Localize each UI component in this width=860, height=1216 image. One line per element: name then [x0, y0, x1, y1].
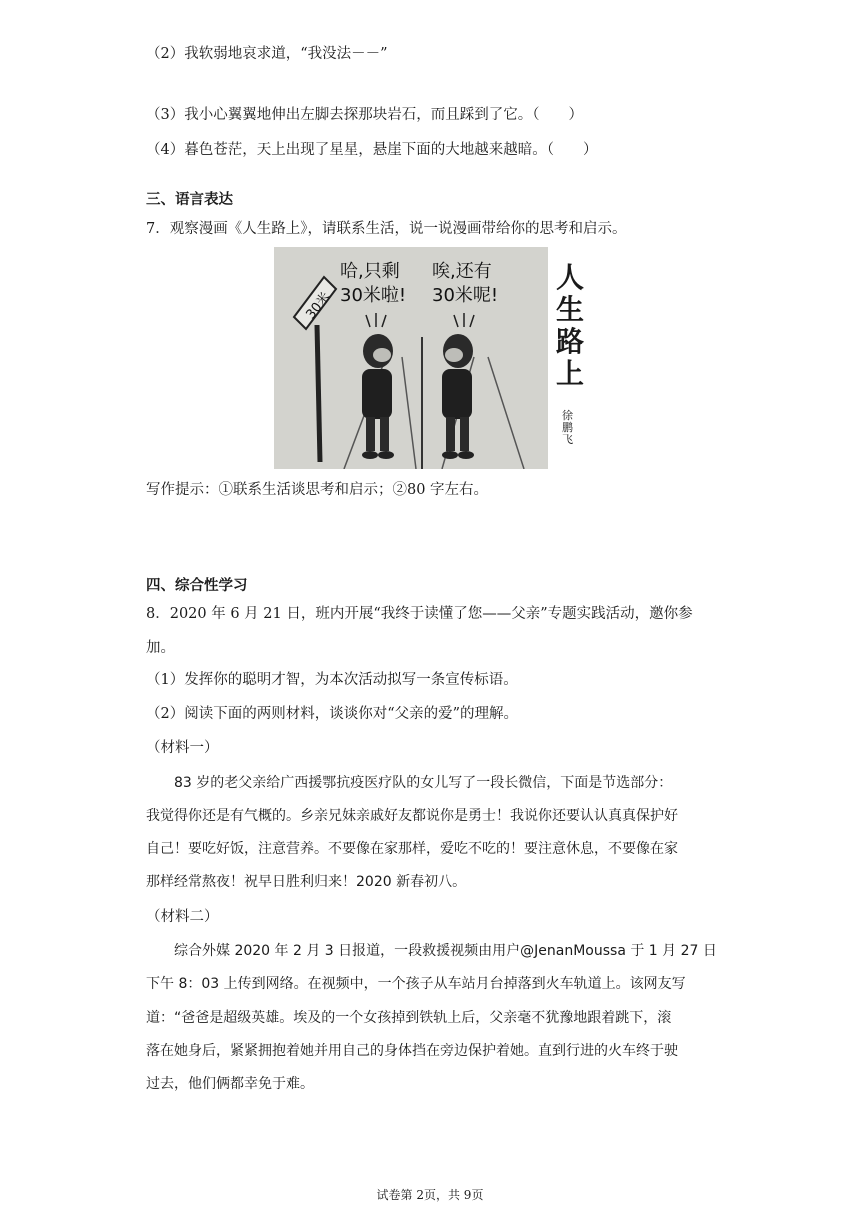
- comic-title-char: 人: [555, 261, 584, 294]
- question-6-item-4: （4）暮色苍茫，天上出现了星星，悬崖下面的大地越来越暗。（ ）: [146, 142, 598, 158]
- material-2-line-3: 道：“爸爸是超级英雄。埃及的一个女孩掉到铁轨上后，父亲毫不犹豫地跟着跳下，滚: [146, 1010, 672, 1026]
- question-6-item-2: （2）我软弱地哀求道，“我没法－－”: [146, 46, 388, 62]
- question-8-item-2: （2）阅读下面的两则材料，谈谈你对“父亲的爱”的理解。: [146, 706, 519, 722]
- bubble-left-line-1: 哈,只剩: [340, 261, 400, 282]
- material-1-line-2: 我觉得你还是有气概的。乡亲兄妹亲戚好友都说你是勇士！我说你还要认认真真保护好: [146, 808, 678, 824]
- question-8-line-2: 加。: [146, 640, 175, 656]
- comic-title-char: 上: [555, 357, 584, 390]
- material-2-line-2: 下午 8：03 上传到网络。在视频中，一个孩子从车站月台掉落到火车轨道上。该网友写: [146, 976, 686, 992]
- material-2-title: （材料二）: [146, 909, 219, 925]
- material-2-line-4: 落在她身后，紧紧拥抱着她并用自己的身体挡在旁边保护着她。直到行进的火车终于驶: [146, 1043, 678, 1059]
- material-2-line-5: 过去，他们俩都幸免于难。: [146, 1076, 314, 1092]
- bubble-left-line-2: 30米啦!: [340, 285, 407, 306]
- bubble-right-line-2: 30米呢!: [432, 285, 499, 306]
- comic-title: [552, 262, 588, 390]
- comic-image: [274, 247, 549, 469]
- material-1-line-3: 自己！要吃好饭，注意营养。不要像在家那样，爱吃不吃的！要注意休息，不要像在家: [146, 841, 678, 857]
- comic-title-char: 生: [555, 293, 584, 326]
- material-2-line-1: 综合外媒 2020 年 2 月 3 日报道，一段救援视频由用户@JenanMoussa 于 1 月 27 日: [174, 943, 717, 959]
- question-8-line-1: 8．2020 年 6 月 21 日，班内开展“我终于读懂了您——父亲”专题实践活动，邀你参: [146, 606, 693, 622]
- question-8-item-1: （1）发挥你的聪明才智，为本次活动拟写一条宣传标语。: [146, 672, 518, 688]
- material-1-title: （材料一）: [146, 740, 219, 756]
- material-1-line-1: 83 岁的老父亲给广西援鄂抗疫医疗队的女儿写了一段长微信，下面是节选部分：: [174, 775, 673, 791]
- material-1-line-4: 那样经常熬夜！祝早日胜利归来！2020 新春初八。: [146, 874, 467, 890]
- comic-title-char: 路: [555, 325, 584, 358]
- question-7-writing-tip: 写作提示：①联系生活谈思考和启示；②80 字左右。: [146, 482, 489, 498]
- section-3-heading: 三、语言表达: [146, 191, 233, 208]
- comic-signature: 徐鹏飞: [562, 409, 573, 446]
- question-6-item-3: （3）我小心翼翼地伸出左脚去探那块岩石，而且踩到了它。（ ）: [146, 107, 583, 123]
- page-footer: 试卷第 2页，共 9页: [376, 1188, 484, 1202]
- section-4-heading: 四、综合性学习: [146, 577, 248, 594]
- sign-text: 30米: [303, 289, 334, 323]
- question-7: 7．观察漫画《人生路上》，请联系生活，说一说漫画带给你的思考和启示。: [146, 221, 627, 237]
- bubble-right-line-1: 唉,还有: [432, 261, 492, 282]
